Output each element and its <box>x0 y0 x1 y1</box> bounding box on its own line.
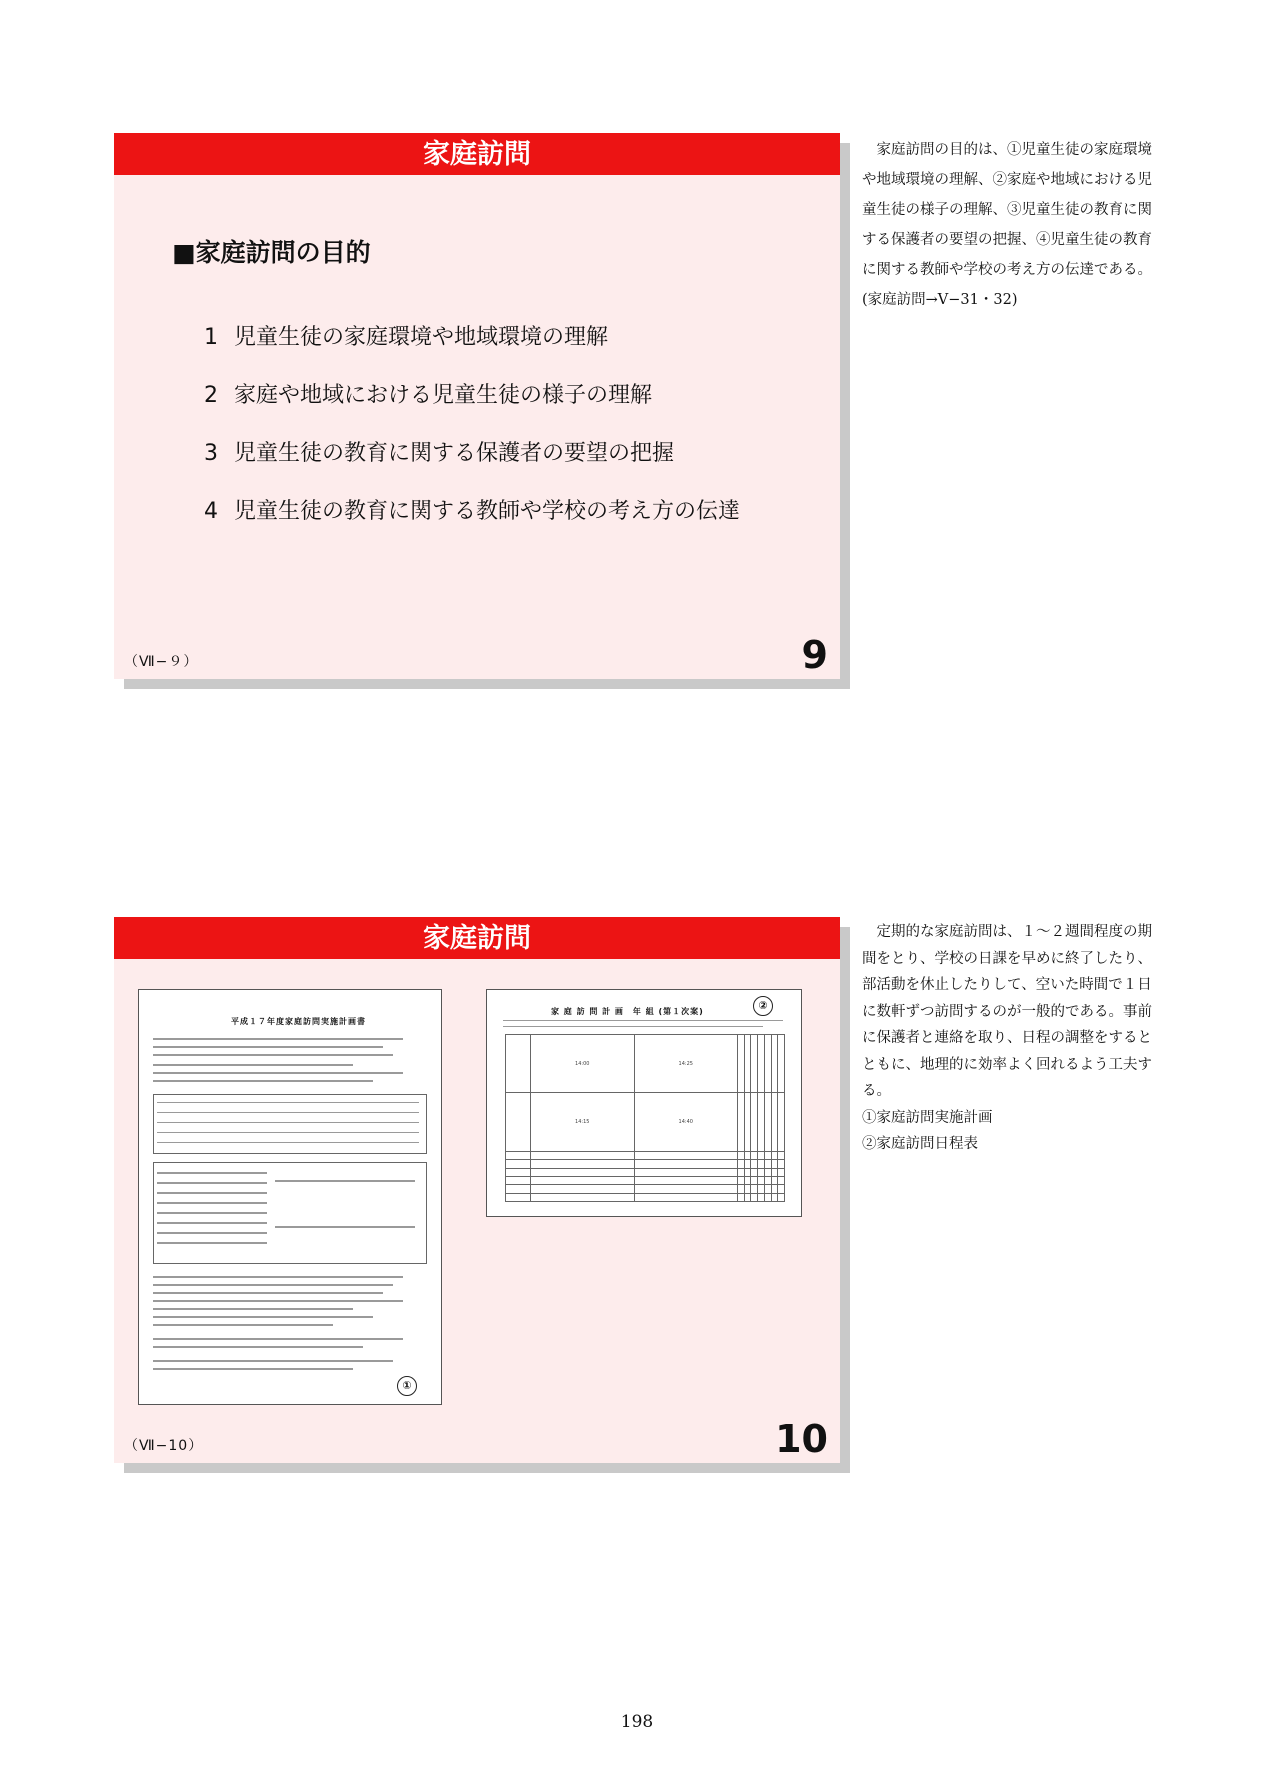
slide-9 <box>114 133 840 679</box>
time-cell: 14:40 <box>634 1093 738 1151</box>
schedule-grid <box>505 1034 785 1202</box>
slide-number: 9 <box>801 633 828 677</box>
item-text: 家庭や地域における児童生徒の様子の理解 <box>234 383 653 408</box>
time-cell: 14:25 <box>634 1035 738 1093</box>
item-number: 1 <box>204 325 218 350</box>
scan-title: 家 庭 訪 問 計 画 年 組 (第１次案) <box>551 1007 704 1016</box>
side-item-2: ②家庭訪問日程表 <box>862 1136 978 1152</box>
page-number: 198 <box>620 1712 654 1732</box>
list-item <box>204 381 740 439</box>
scan-marker: ① <box>397 1376 417 1396</box>
side-reference: (家庭訪問→Ⅴ−31・32) <box>862 292 1018 308</box>
scan-title: 平成１７年度家庭訪問実施計画書 <box>231 1017 366 1026</box>
list-item <box>204 439 740 497</box>
slide-heading: ■家庭訪問の目的 <box>172 238 371 267</box>
slide-code: （Ⅶ−10） <box>124 1438 204 1454</box>
slide-title: 家庭訪問 <box>114 133 840 175</box>
slide-title: 家庭訪問 <box>114 917 840 959</box>
side-note-2 <box>862 919 1152 1158</box>
item-text: 児童生徒の教育に関する保護者の要望の把握 <box>234 441 675 466</box>
side-paragraph: 家庭訪問の目的は、①児童生徒の家庭環境や地域環境の理解、②家庭や地域における児童生徒の様子の理解、③児童生徒の教育に関する保護者の要望の把握、④児童生徒の教育に関する教師や学校の考え方の伝達である。 <box>862 142 1152 278</box>
scanned-plan-document <box>138 989 442 1405</box>
slide-10 <box>114 917 840 1463</box>
side-note-1 <box>862 135 1152 315</box>
slide-code: （Ⅶ−９） <box>124 654 199 670</box>
item-text: 児童生徒の家庭環境や地域環境の理解 <box>234 325 609 350</box>
item-number: 2 <box>204 383 218 408</box>
purpose-list <box>204 323 740 555</box>
scan-marker: ② <box>753 996 773 1016</box>
side-paragraph: 定期的な家庭訪問は、１〜２週間程度の期間をとり、学校の日課を早めに終了したり、部活動を休止したりして、空いた時間で１日に数軒ずつ訪問するのが一般的である。事前に保護者と連絡を取り、日程の調整をするとともに、地理的に効率よく回れるよう工夫する。 <box>862 924 1152 1099</box>
list-item <box>204 497 740 555</box>
item-number: 4 <box>204 499 218 524</box>
time-cell: 14:15 <box>531 1093 635 1151</box>
side-item-1: ①家庭訪問実施計画 <box>862 1109 993 1126</box>
list-item <box>204 323 740 381</box>
item-number: 3 <box>204 441 218 466</box>
time-cell: 14:00 <box>531 1035 635 1093</box>
slide-number: 10 <box>775 1417 828 1461</box>
scanned-schedule-document <box>486 989 802 1217</box>
item-text: 児童生徒の教育に関する教師や学校の考え方の伝達 <box>234 499 741 524</box>
